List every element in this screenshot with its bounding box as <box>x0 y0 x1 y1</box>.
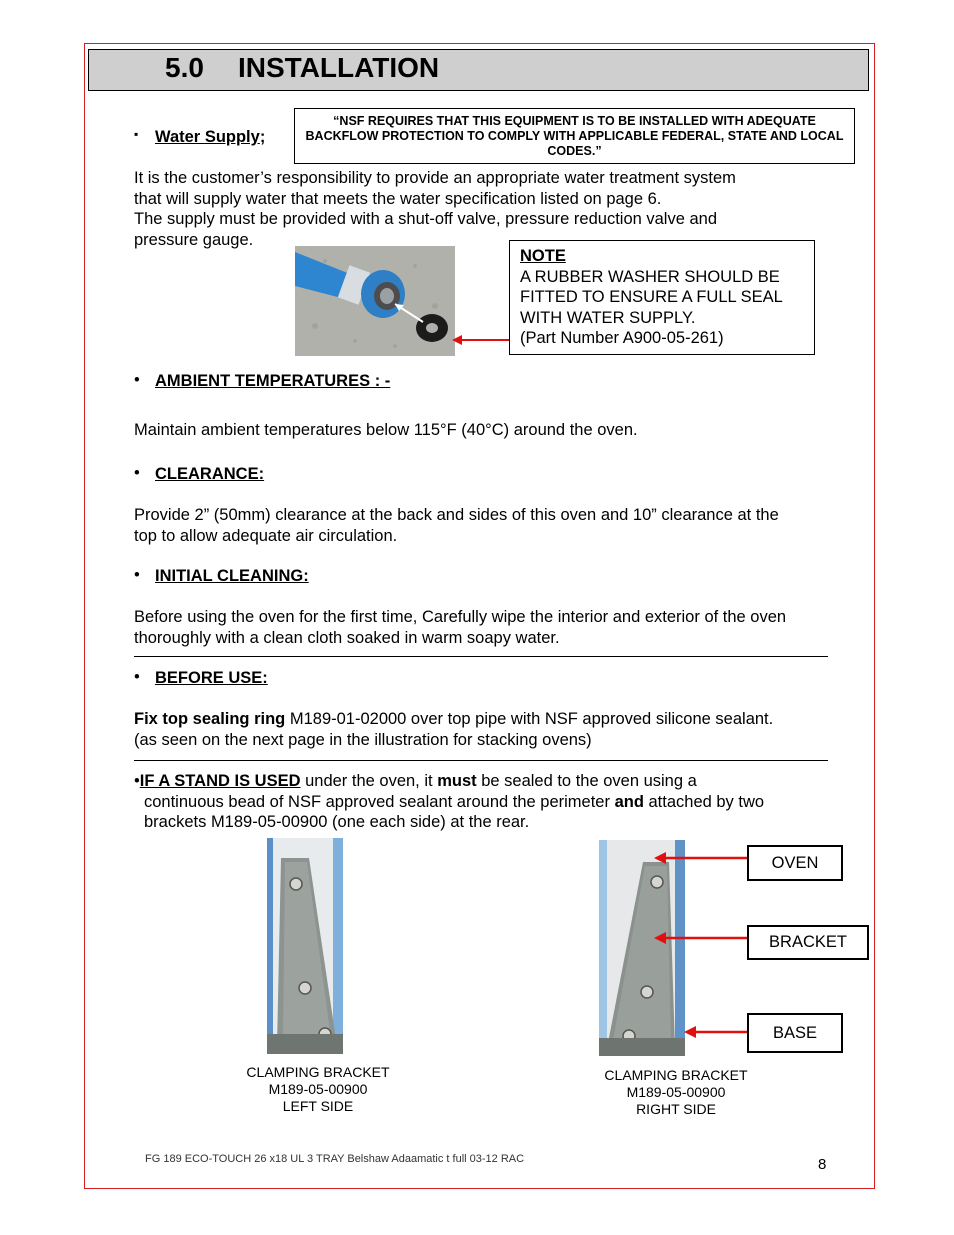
clearance-paragraph: Provide 2” (50mm) clearance at the back and sides of this oven and 10” clearance at the top to allow adequate air circulation. <box>134 506 779 545</box>
note-box <box>509 240 815 355</box>
section-title-bar <box>88 49 869 91</box>
ambient-heading: AMBIENT TEMPERATURES : - <box>155 372 391 390</box>
bullet: • <box>134 371 140 389</box>
note-line: FITTED TO ENSURE A FULL SEAL <box>520 288 783 306</box>
note-heading: NOTE <box>520 247 566 265</box>
bullet: ▪ <box>134 127 139 141</box>
footer-text: FG 189 ECO-TOUCH 26 x18 UL 3 TRAY Belshaw Adaamatic t full 03-12 RAC <box>145 1153 525 1165</box>
label-arrows <box>652 848 752 1048</box>
bracket-label: BRACKET <box>747 925 869 960</box>
note-line: A RUBBER WASHER SHOULD BE <box>520 267 780 286</box>
note-line: WITH WATER SUPPLY. <box>520 308 696 327</box>
hose-washer-photo <box>295 246 455 356</box>
before-use-heading: BEFORE USE: <box>155 669 268 687</box>
before-use-paragraph: Fix top sealing ring M189-01-02000 over top pipe with NSF approved silicone sealant. (as seen on the next page in the illustration for stacking ovens) <box>134 710 774 749</box>
clearance-heading: CLEARANCE: <box>155 465 265 483</box>
nsf-notice-box <box>294 108 855 164</box>
bullet: • <box>134 566 140 584</box>
water-supply-heading: Water Supply; <box>155 128 266 146</box>
note-arrow <box>450 330 512 350</box>
divider <box>134 656 828 657</box>
nsf-notice-text: “NSF REQUIRES THAT THIS EQUIPMENT IS TO BE INSTALLED WITH ADEQUATE BACKFLOW PROTECTION TO COMPLY WITH APPLICABLE FEDERAL, STATE AND LOCAL CODES.” <box>305 114 844 158</box>
stand-paragraph: •IF A STAND IS USED under the oven, it must be sealed to the oven using a continuous bead of NSF approved sealant around the perimeter and attached by two brackets M189-05-00900 (one each side) at the rear. <box>134 772 765 831</box>
water-supply-paragraph: It is the customer’s responsibility to provide an appropriate water treatment system that will supply water that meets the water specification listed on page 6. The supply must be provided with a shut-off valve, pressure reduction valve and pressure gauge. <box>134 169 736 249</box>
divider <box>134 760 828 761</box>
oven-label: OVEN <box>747 845 843 881</box>
section-title: INSTALLATION <box>238 52 440 83</box>
ambient-text: Maintain ambient temperatures below 115°F (40°C) around the oven. <box>134 421 638 439</box>
left-bracket-photo <box>267 838 343 1054</box>
page-number: 8 <box>818 1156 827 1173</box>
bullet: • <box>134 464 140 482</box>
cleaning-heading: INITIAL CLEANING: <box>155 567 309 585</box>
left-bracket-caption: CLAMPING BRACKET M189-05-00900 LEFT SIDE <box>246 1064 390 1114</box>
cleaning-paragraph: Before using the oven for the first time, Carefully wipe the interior and exterior of the oven thoroughly with a clean cloth soaked in warm soapy water. <box>134 608 787 647</box>
bullet: • <box>134 668 140 686</box>
section-number: 5.0 <box>165 52 204 83</box>
base-label: BASE <box>747 1013 843 1053</box>
right-bracket-caption: CLAMPING BRACKET M189-05-00900 RIGHT SIDE <box>604 1067 748 1117</box>
note-part-number: (Part Number A900-05-261) <box>520 329 724 347</box>
